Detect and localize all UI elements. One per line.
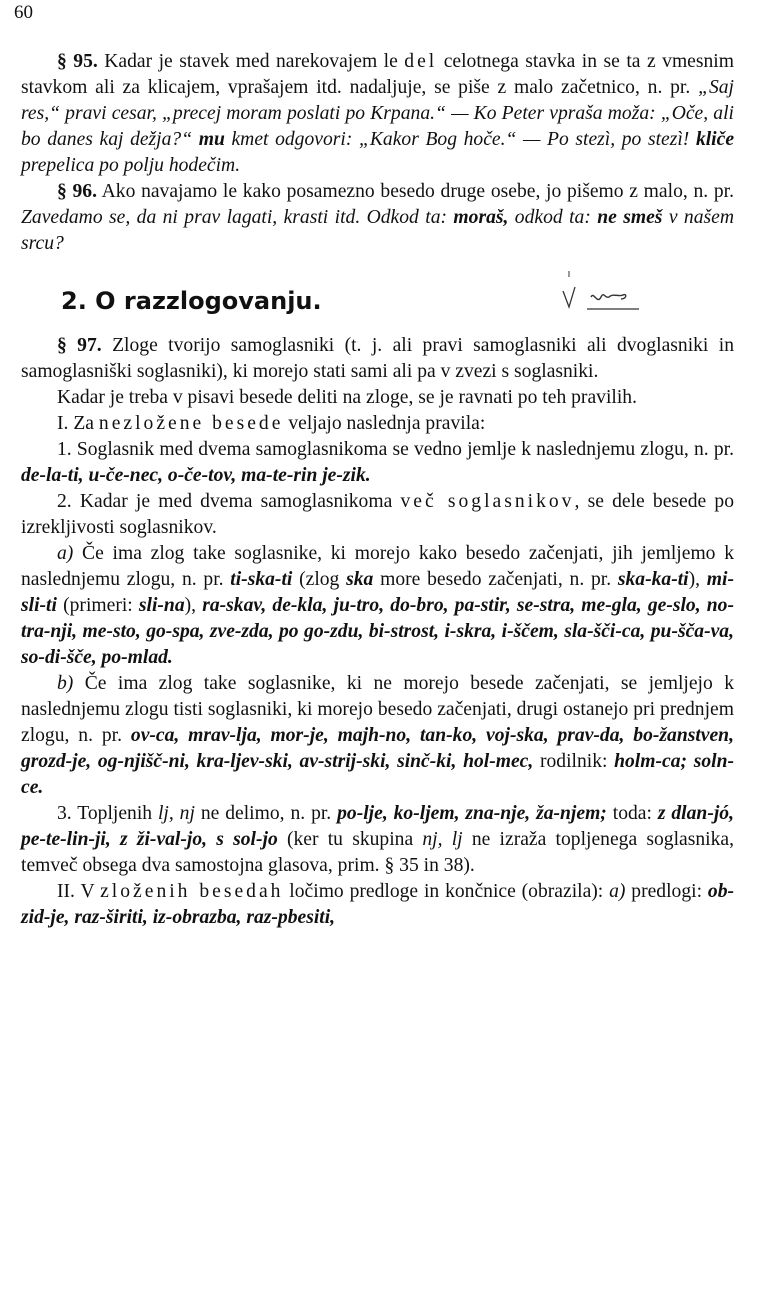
paragraph-rule-2: 2. Kadar je med dvema samoglasnikoma več soglasnikov, se dele besede po izrekljivosti soglasnikov. (21, 491, 734, 538)
paragraph-rule-2b: b) Če ima zlog take soglasnike, ki ne morejo besede začenjati, se jemljejo k naslednjemu zlogu tisti soglasniki, ki morejo besedo začenjati, drugi ostanejo pri prednjem zlogu, n. pr. ov-ca, mrav-lja, mor-je, majh-no, tan-ko, voj-ska, prav-da, bo-žanstven, grozd-je, og-njišč-ni, kra-ljev-ski, av-strij-ski, sinč-ki, hol-mec, rodilnik: holm-ca; soln-ce. (21, 673, 734, 798)
section-mark: § 96. (57, 181, 97, 202)
section-mark: § 97. (57, 335, 102, 356)
paragraph-rule-1: 1. Soglasnik med dvema samoglasnikoma se vedno jemlje k naslednjemu zlogu, n. pr. de-la-ti, u-če-nec, o-če-tov, ma-te-rin je-zik. (21, 439, 734, 486)
paragraph-II: II. V zloženih besedah ločimo predloge in končnice (obrazila): a) predlogi: ob-zid-je, raz-širiti, iz-obrazba, raz-pbesiti, (21, 881, 735, 928)
page-number: 60 (14, 2, 33, 23)
paragraph-95: § 95. Kadar je stavek med narekovajem le del celotnega stavka in se ta z vmesnim stavkom ali za klicajem, vprašajem itd. nadaljuje, se piše z malo začetnico, n. pr. „Saj res,“ pravi cesar, „precej moram poslati po Krpana.“ — Ko Peter vpraša moža: „Oče, ali bo danes kaj dežja?“ mu kmet odgovori: „Kakor Bog hoče.“ — Po stezì, po stezì! kliče prepelica po polju hodečim. (21, 51, 735, 176)
spaced-word: več soglasnikov (400, 491, 575, 512)
paragraph-rule-2a: a) Če ima zlog take soglasnike, ki morejo kako besedo začenjati, jih jemljemo k naslednjemu zlogu, n. pr. ti-ska-ti (zlog ska more besedo začenjati, n. pr. ska-ka-ti), mi-sli-ti (primeri: sli-na), ra-skav, de-kla, ju-tro, do-bro, pa-stir, se-stra, me-gla, ge-slo, no-tra-nji, me-sto, go-spa, zve-zda, po go-zdu, bi-strost, i-skra, i-ščem, sla-šči-ca, pu-šča-va, so-di-šče, po-mlad. (21, 543, 735, 668)
paragraph-rule-3: 3. Topljenih lj, nj ne delimo, n. pr. po-lje, ko-ljem, zna-nje, ža-njem; toda: z dlan-jó, pe-te-lin-ji, z ži-val-jo, s sol-jo (ker tu skupina nj, lj ne izraža topljenega soglasnika, temveč obsega dva samostojna glasova, prim. § 35 in 38). (21, 803, 734, 876)
spaced-word: nezložene besede (98, 413, 284, 434)
handwritten-annotation (561, 265, 671, 313)
paragraph-I: I. Za nezložene besede veljajo naslednja pravila: (57, 413, 486, 434)
spaced-word: zloženih besedah (100, 881, 284, 902)
paragraph-96: § 96. Ako navajamo le kako posamezno besedo druge osebe, jo pišemo z malo, n. pr. Zavedamo se, da ni prav lagati, krasti itd. Odkod ta: moraš, odkod ta: ne smeš v našem srcu? (21, 181, 734, 254)
section-heading: 2. O razzlogovanju. (21, 283, 734, 319)
spaced-word: del (404, 51, 438, 72)
page-text (21, 49, 734, 931)
section-mark: § 95. (57, 51, 98, 72)
paragraph-97: § 97. Zloge tvorijo samoglasniki (t. j. ali pravi samoglasniki ali dvoglasniki in samoglasniški soglasniki), ki morejo stati sami ali pa v zvezi s soglasniki. (21, 335, 735, 382)
paragraph-rules-intro: Kadar je treba v pisavi besede deliti na zloge, se je ravnati po teh pravilih. (57, 387, 637, 408)
